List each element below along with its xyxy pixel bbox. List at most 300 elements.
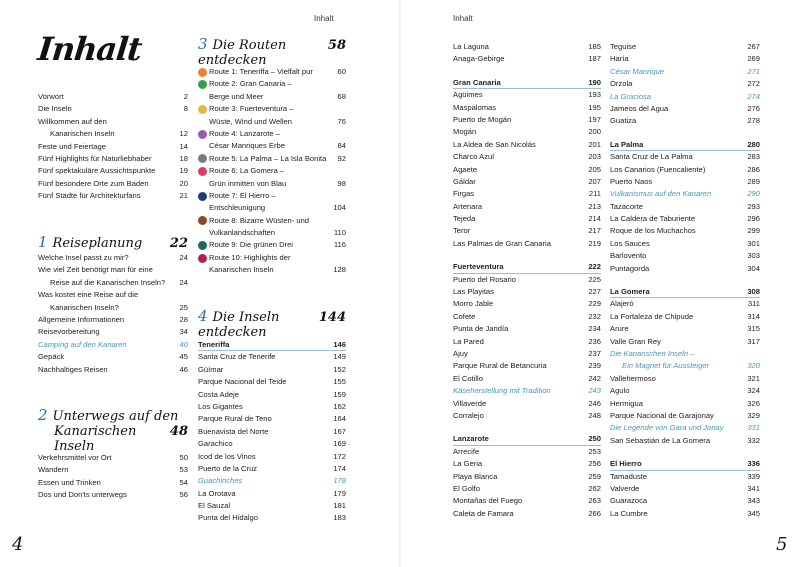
entry-page: 162 — [333, 401, 346, 411]
entry-page: 155 — [333, 377, 346, 387]
entry-title: Kanarischen Inseln? — [50, 302, 119, 312]
entry-page: 116 — [333, 240, 346, 250]
entry-title: César Manriques Erbe — [209, 141, 285, 151]
entry-page: 190 — [588, 77, 601, 87]
toc-entry[interactable] — [198, 376, 346, 388]
entry-page: 237 — [588, 348, 601, 358]
entry-page: 324 — [747, 386, 760, 396]
entry-page: 234 — [588, 324, 601, 334]
entry-title — [198, 66, 313, 78]
toc-entry[interactable] — [38, 339, 188, 351]
toc-entry[interactable] — [38, 477, 188, 489]
toc-entry[interactable] — [198, 227, 346, 239]
toc-entry[interactable] — [610, 66, 760, 78]
route-title: Route 3: Fuerteventura – — [209, 104, 294, 114]
toc-entry[interactable] — [453, 410, 601, 422]
entry-title — [198, 239, 293, 251]
toc-entry[interactable] — [198, 389, 346, 401]
entry-page: 301 — [747, 238, 760, 248]
toc-entry[interactable] — [198, 413, 346, 425]
toc-entry[interactable] — [38, 277, 188, 289]
entry-title: Gáldar — [453, 176, 476, 186]
entry-page — [328, 190, 346, 202]
island-heading[interactable] — [453, 261, 601, 273]
entry-page: 92 — [337, 153, 346, 163]
toc-entry[interactable] — [198, 165, 346, 177]
entry-page: 227 — [588, 287, 601, 297]
toc-entry[interactable] — [610, 78, 760, 90]
islands-list-col3 — [453, 41, 601, 520]
toc-entry[interactable] — [453, 176, 601, 188]
toc-entry[interactable] — [453, 385, 601, 397]
entry-title: Buenavista del Norte — [198, 426, 269, 436]
toc-entry[interactable] — [610, 164, 760, 176]
section-title: Kanarischen Inseln — [54, 424, 137, 454]
entry-page: 219 — [588, 238, 601, 248]
entry-title: Fünf besondere Orte zum Baden — [38, 178, 149, 188]
toc-entry[interactable] — [198, 426, 346, 438]
toc-entry[interactable] — [198, 451, 346, 463]
toc-entry[interactable] — [610, 103, 760, 115]
toc-entry[interactable] — [453, 102, 601, 114]
entry-title: Puerto de la Cruz — [198, 463, 258, 473]
section-4-heading[interactable] — [198, 307, 346, 340]
route-color-dot-icon — [198, 105, 207, 114]
toc-entry[interactable] — [198, 66, 346, 78]
entry-title — [198, 190, 276, 202]
entry-page: 207 — [588, 176, 601, 186]
toc-entry[interactable] — [198, 190, 346, 202]
entry-title: Las Palmas de Gran Canaria — [453, 238, 551, 248]
toc-entry[interactable] — [453, 274, 601, 286]
toc-entry[interactable] — [198, 364, 346, 376]
section-2-heading-line1[interactable] — [38, 406, 188, 424]
entry-page: 25 — [179, 302, 188, 312]
toc-entry[interactable] — [38, 452, 188, 464]
toc-entry[interactable] — [198, 401, 346, 413]
entry-page: 225 — [588, 274, 601, 284]
toc-entry[interactable] — [453, 164, 601, 176]
toc-entry[interactable] — [610, 53, 760, 65]
entry-title: Los Sauces — [610, 238, 650, 248]
entry-page — [328, 103, 346, 115]
toc-entry[interactable] — [198, 239, 346, 251]
toc-entry[interactable] — [453, 348, 601, 360]
entry-page: 84 — [337, 141, 346, 151]
toc-entry[interactable] — [610, 238, 760, 250]
toc-entry[interactable] — [610, 495, 760, 507]
entry-title: Wüste, Wind und Wellen — [209, 116, 293, 126]
toc-entry[interactable] — [198, 103, 346, 115]
entry-page: 24 — [179, 277, 188, 287]
entry-page: 8 — [183, 104, 188, 114]
entry-title: Valle Gran Rey — [610, 336, 661, 346]
toc-entry[interactable] — [610, 263, 760, 275]
entry-page: 339 — [747, 471, 760, 481]
entry-page: 290 — [747, 189, 760, 199]
toc-entry[interactable] — [610, 298, 760, 310]
toc-entry[interactable] — [453, 483, 601, 495]
entry-page: 304 — [747, 263, 760, 273]
entry-page: 45 — [179, 352, 188, 362]
toc-entry[interactable] — [610, 213, 760, 225]
toc-entry[interactable] — [453, 114, 601, 126]
entry-page: 205 — [588, 164, 601, 174]
entry-title: Hermigua — [610, 398, 643, 408]
entry-title: Lanzarote — [453, 434, 489, 444]
entry-title: Corralejo — [453, 410, 484, 420]
toc-entry[interactable] — [610, 410, 760, 422]
toc-entry[interactable] — [610, 360, 760, 372]
entry-title: Wandern — [38, 465, 69, 475]
entry-title: Ajuy — [453, 348, 468, 358]
toc-entry[interactable] — [198, 91, 346, 103]
route-color-dot-icon — [198, 192, 207, 201]
toc-entry[interactable] — [610, 336, 760, 348]
entry-title: Was kostet eine Reise auf die — [38, 290, 139, 300]
entry-page: 46 — [179, 364, 188, 374]
entry-title: Firgas — [453, 189, 475, 199]
toc-entry[interactable] — [38, 289, 188, 301]
toc-entry[interactable] — [610, 508, 760, 520]
entry-page: 149 — [333, 352, 346, 362]
entry-title — [198, 215, 309, 227]
section-title: Die Inseln entdecken — [198, 310, 280, 340]
entry-title: Tazacorte — [610, 201, 643, 211]
toc-entry[interactable] — [38, 351, 188, 363]
toc-entry[interactable] — [453, 508, 601, 520]
entry-title: Puerto del Rosario — [453, 274, 516, 284]
entry-page: 195 — [588, 102, 601, 112]
toc-entry[interactable] — [453, 471, 601, 483]
toc-entry[interactable] — [453, 398, 601, 410]
entry-title: Morro Jable — [453, 299, 494, 309]
toc-entry[interactable] — [38, 364, 188, 376]
entry-title: Punta de Jandía — [453, 324, 509, 334]
entry-title: Santa Cruz de La Palma — [610, 152, 693, 162]
toc-entry[interactable] — [453, 336, 601, 348]
entry-page: 229 — [588, 299, 601, 309]
entry-title: Teguise — [610, 42, 637, 51]
toc-entry[interactable] — [453, 373, 601, 385]
toc-entry[interactable] — [38, 326, 188, 338]
toc-entry[interactable] — [198, 463, 346, 475]
toc-entry[interactable] — [610, 151, 760, 163]
entry-page: 326 — [747, 398, 760, 408]
entry-title: La Fortaleza de Chipude — [610, 311, 694, 321]
entry-page: 276 — [747, 103, 760, 113]
toc-entry[interactable] — [610, 373, 760, 385]
route-color-dot-icon — [198, 68, 207, 77]
toc-entry[interactable] — [610, 91, 760, 103]
toc-entry[interactable] — [38, 489, 188, 501]
entry-title: Güímar — [198, 364, 224, 374]
entry-page — [170, 116, 188, 128]
entry-title: Dos und Don'ts unterwegs — [38, 490, 127, 500]
toc-entry[interactable] — [38, 128, 188, 140]
toc-entry[interactable] — [610, 41, 760, 53]
entry-title: El Hierro — [610, 459, 642, 469]
toc-entry[interactable] — [453, 360, 601, 372]
section-number: 2 — [38, 406, 48, 424]
toc-entry[interactable] — [610, 176, 760, 188]
island-heading[interactable] — [453, 77, 601, 89]
entry-title: Parque Rural de Teno — [198, 414, 272, 424]
entry-page: 183 — [333, 513, 346, 523]
entry-page — [170, 264, 188, 276]
toc-entry[interactable] — [610, 225, 760, 237]
entry-title: Los Canarios (Fuencaliente) — [610, 164, 706, 174]
entry-page: 311 — [747, 299, 760, 309]
toc-entry[interactable] — [38, 302, 188, 314]
toc-entry[interactable] — [198, 488, 346, 500]
route-title: Route 5: La Palma – La Isla Bonita — [209, 153, 327, 163]
entry-title: Essen und Trinken — [38, 477, 101, 487]
toc-entry[interactable] — [610, 201, 760, 213]
section-1-heading[interactable] — [38, 233, 188, 251]
entry-title: La Cumbre — [610, 508, 648, 518]
toc-entry[interactable] — [453, 139, 601, 151]
toc-entry[interactable] — [453, 238, 601, 250]
toc-entry[interactable] — [198, 438, 346, 450]
entry-page: 286 — [747, 164, 760, 174]
route-title: Route 8: Bizarre Wüsten- und — [209, 215, 310, 225]
entry-page — [328, 128, 346, 140]
toc-entry[interactable] — [198, 475, 346, 487]
toc-entry[interactable] — [198, 512, 346, 524]
toc-entry[interactable] — [610, 348, 760, 360]
spacer — [610, 275, 760, 286]
entry-title: Teror — [453, 226, 471, 236]
toc-entry[interactable] — [38, 178, 188, 190]
entry-page: 321 — [747, 373, 760, 383]
toc-entry[interactable] — [610, 483, 760, 495]
island-heading[interactable] — [198, 339, 346, 351]
toc-entry[interactable] — [38, 190, 188, 202]
section-1-list — [38, 252, 188, 376]
intro-list — [38, 91, 188, 203]
toc-entry[interactable] — [610, 422, 760, 434]
toc-entry[interactable] — [38, 103, 188, 115]
toc-entry[interactable] — [38, 264, 188, 276]
toc-entry[interactable] — [453, 286, 601, 298]
toc-entry[interactable] — [38, 153, 188, 165]
entry-page — [170, 289, 188, 301]
island-heading[interactable] — [610, 286, 760, 298]
toc-entry[interactable] — [453, 495, 601, 507]
entry-title: Käseherstellung mit Tradition — [453, 386, 551, 396]
entry-page: 14 — [179, 141, 188, 151]
toc-entry[interactable] — [198, 215, 346, 227]
toc-entry[interactable] — [610, 435, 760, 447]
entry-title: Arrecife — [453, 446, 480, 456]
entry-title: Ein Magnet für Aussteiger — [622, 361, 710, 371]
toc-entry[interactable] — [453, 188, 601, 200]
toc-entry[interactable] — [198, 178, 346, 190]
toc-entry[interactable] — [453, 151, 601, 163]
toc-entry[interactable] — [610, 311, 760, 323]
toc-entry[interactable] — [198, 140, 346, 152]
toc-entry[interactable] — [610, 250, 760, 262]
page-title: Inhalt — [36, 30, 144, 68]
toc-entry[interactable] — [610, 471, 760, 483]
island-heading[interactable] — [453, 433, 601, 445]
section-2-heading-line2[interactable] — [54, 424, 188, 454]
toc-entry[interactable] — [38, 116, 188, 128]
toc-entry[interactable] — [453, 446, 601, 458]
toc-entry[interactable] — [38, 91, 188, 103]
entry-title: Maspalomas — [453, 102, 497, 112]
toc-entry[interactable] — [38, 141, 188, 153]
entry-page — [328, 215, 346, 227]
entry-title: La Graciosa — [610, 91, 651, 101]
entry-page: 185 — [588, 42, 601, 51]
toc-entry[interactable] — [198, 264, 346, 276]
section-number: 4 — [198, 307, 208, 325]
entry-title: Welche Insel passt zu mir? — [38, 253, 129, 262]
entry-page — [328, 78, 346, 90]
entry-page: 68 — [337, 91, 346, 101]
toc-entry[interactable] — [453, 323, 601, 335]
entry-title — [198, 128, 280, 140]
toc-entry[interactable] — [453, 53, 601, 65]
entry-page: 18 — [179, 153, 188, 163]
section-3-heading[interactable] — [198, 35, 346, 68]
toc-entry[interactable] — [198, 252, 346, 264]
entry-title: Tejeda — [453, 214, 476, 224]
toc-entry[interactable] — [610, 115, 760, 127]
toc-entry[interactable] — [453, 311, 601, 323]
toc-entry[interactable] — [453, 213, 601, 225]
toc-entry[interactable] — [38, 314, 188, 326]
entry-title: Guatiza — [610, 116, 637, 126]
island-heading[interactable] — [610, 139, 760, 151]
toc-entry[interactable] — [453, 201, 601, 213]
toc-entry[interactable] — [198, 128, 346, 140]
entry-page: 239 — [588, 361, 601, 371]
entry-title: Alajeró — [610, 299, 634, 309]
toc-entry[interactable] — [453, 126, 601, 138]
toc-entry[interactable] — [453, 225, 601, 237]
entry-page: 329 — [747, 410, 760, 420]
entry-title: La Aldea de San Nicolás — [453, 139, 536, 149]
entry-page: 320 — [747, 361, 760, 371]
toc-entry[interactable] — [453, 298, 601, 310]
entry-page: 152 — [333, 364, 346, 374]
toc-entry[interactable] — [610, 398, 760, 410]
entry-title: Punta del Hidalgo — [198, 513, 258, 523]
entry-page: 167 — [333, 426, 346, 436]
toc-entry[interactable] — [610, 188, 760, 200]
toc-entry[interactable] — [610, 323, 760, 335]
entry-title: Montañas del Fuego — [453, 496, 523, 506]
tenerife-list — [198, 339, 346, 525]
entry-page: 246 — [588, 398, 601, 408]
entry-title: Playa Blanca — [453, 471, 498, 481]
entry-page: 331 — [747, 423, 760, 433]
entry-page: 296 — [747, 214, 760, 224]
page-number-right: 5 — [776, 534, 788, 555]
toc-entry[interactable] — [453, 41, 601, 53]
entry-title: Allgemeine Informationen — [38, 314, 125, 324]
entry-title: Puerto Naos — [610, 176, 653, 186]
entry-page: 303 — [747, 251, 760, 261]
entry-title: Berge und Meer — [209, 91, 264, 101]
section-page: 144 — [318, 310, 346, 325]
entry-title: Costa Adeje — [198, 389, 239, 399]
entry-title: San Sebastián de La Gomera — [610, 435, 711, 445]
spacer — [453, 250, 601, 261]
route-color-dot-icon — [198, 254, 207, 263]
entry-title: Die Legende von Gara und Jonay — [610, 423, 724, 433]
entry-title: Die Kanarischen Inseln – — [610, 348, 695, 358]
entry-page: 201 — [588, 139, 601, 149]
entry-title: Valverde — [610, 483, 640, 493]
toc-entry[interactable] — [38, 252, 188, 264]
entry-page: 259 — [588, 471, 601, 481]
entry-page: 28 — [179, 314, 188, 324]
spacer — [453, 66, 601, 77]
entry-title: Parque Nacional del Teide — [198, 377, 287, 387]
entry-page: 197 — [588, 114, 601, 124]
entry-title — [198, 252, 290, 264]
toc-entry[interactable] — [198, 351, 346, 363]
entry-title: Villaverde — [453, 398, 487, 408]
entry-page: 236 — [588, 336, 601, 346]
entry-page: 283 — [747, 152, 760, 162]
toc-entry[interactable] — [38, 165, 188, 177]
entry-title: Fuerteventura — [453, 262, 504, 272]
toc-entry[interactable] — [198, 116, 346, 128]
island-heading[interactable] — [610, 458, 760, 470]
entry-page: 271 — [747, 66, 760, 76]
entry-title: La Geria — [453, 459, 483, 469]
entry-title: Willkommen auf den — [38, 116, 107, 126]
entry-page: 289 — [747, 176, 760, 186]
route-title: Route 2: Gran Canaria – — [209, 79, 292, 89]
entry-page: 213 — [588, 201, 601, 211]
route-color-dot-icon — [198, 130, 207, 139]
toc-entry[interactable] — [38, 464, 188, 476]
entry-page: 164 — [333, 414, 346, 424]
entry-page: 178 — [333, 476, 346, 486]
entry-title: Las Playitas — [453, 287, 494, 297]
toc-entry[interactable] — [198, 500, 346, 512]
entry-title: Santa Cruz de Tenerife — [198, 352, 276, 362]
entry-title: Gepäck — [38, 352, 65, 362]
toc-entry[interactable] — [198, 202, 346, 214]
entry-title: Vorwort — [38, 92, 64, 101]
book-gutter — [399, 0, 401, 567]
entry-title: Verkehrsmittel vor Ort — [38, 453, 112, 462]
entry-page: 214 — [588, 214, 601, 224]
toc-entry[interactable] — [198, 78, 346, 90]
entry-title: Camping auf den Kanaren — [38, 339, 127, 349]
toc-entry[interactable] — [453, 89, 601, 101]
entry-page: 40 — [179, 339, 188, 349]
section-number: 3 — [198, 35, 208, 53]
entry-page: 110 — [333, 228, 346, 238]
toc-entry[interactable] — [610, 385, 760, 397]
toc-entry[interactable] — [453, 458, 601, 470]
toc-entry[interactable] — [198, 153, 346, 165]
routes-list — [198, 66, 346, 277]
entry-title: Cofete — [453, 311, 476, 321]
entry-title: Agüimes — [453, 90, 483, 100]
section-title: Reiseplanung — [52, 236, 143, 251]
entry-page — [742, 348, 760, 360]
entry-page: 315 — [747, 324, 760, 334]
